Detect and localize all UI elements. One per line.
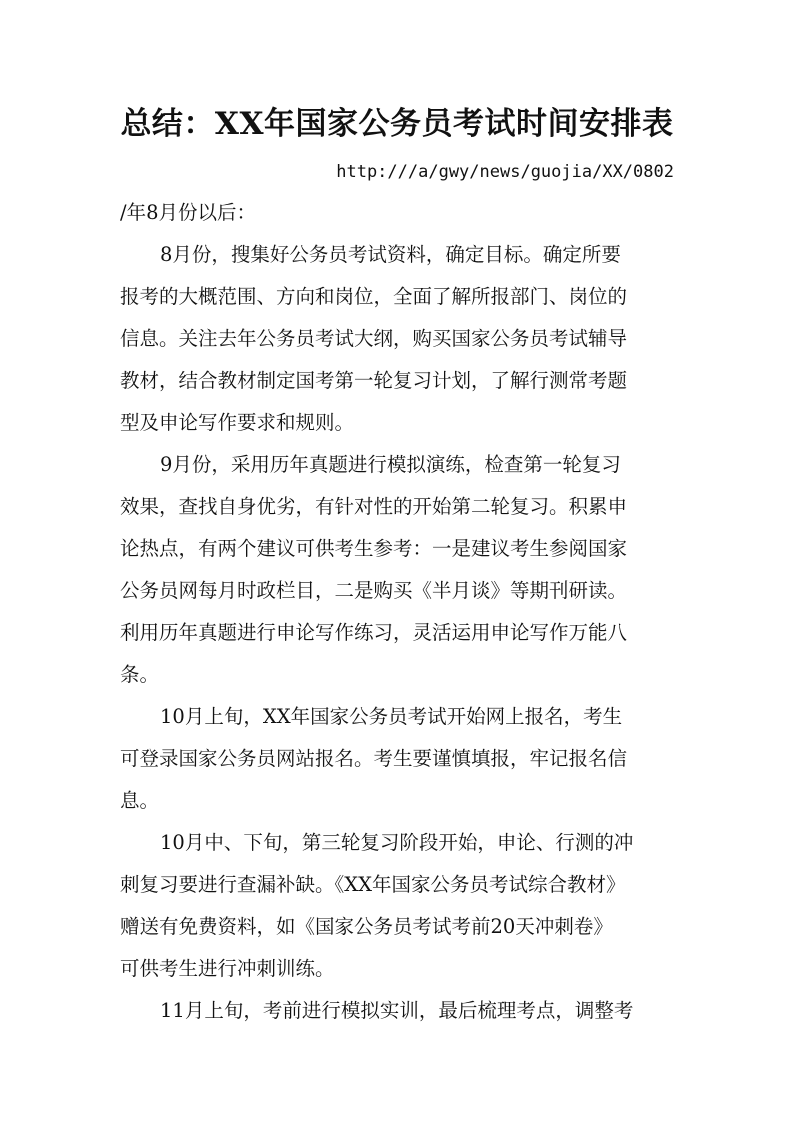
document-title: 总结：XX年国家公务员考试时间安排表: [120, 106, 674, 142]
paragraph-sep-line-2: 效果，查找自身优劣，有针对性的开始第二轮复习。积累申: [120, 495, 628, 518]
paragraph-sep-line-3: 论热点，有两个建议可供考生参考：一是建议考生参阅国家: [120, 537, 628, 560]
paragraph-aug-line-1: 8月份，搜集好公务员考试资料，确定目标。确定所要: [160, 243, 621, 266]
paragraph-aug-line-3: 信息。关注去年公务员考试大纲，购买国家公务员考试辅导: [120, 327, 628, 350]
paragraph-oct-early-line-3: 息。: [120, 789, 160, 812]
paragraph-sep-line-6: 条。: [120, 663, 160, 686]
paragraph-nov-line-1: 11月上旬，考前进行模拟实训，最后梳理考点，调整考: [160, 999, 634, 1022]
paragraph-oct-late-line-4: 可供考生进行冲刺训练。: [120, 957, 335, 980]
paragraph-aug-line-4: 教材，结合教材制定国考第一轮复习计划，了解行测常考题: [120, 369, 628, 392]
paragraph-sep-line-4: 公务员网每月时政栏目，二是购买《半月谈》等期刊研读。: [120, 579, 628, 602]
paragraph-sep-line-1: 9月份，采用历年真题进行模拟演练，检查第一轮复习: [160, 453, 621, 476]
paragraph-oct-late-line-3: 赠送有免费资料，如《国家公务员考试考前20天冲刺卷》: [120, 915, 613, 938]
paragraph-sep-line-5: 利用历年真题进行申论写作练习，灵活运用申论写作万能八: [120, 621, 628, 644]
paragraph-oct-late-line-2: 刺复习要进行查漏补缺。《XX年国家公务员考试综合教材》: [120, 873, 626, 896]
source-url: http:///a/gwy/news/guojia/XX/0802: [336, 162, 674, 182]
paragraph-aug-line-5: 型及申论写作要求和规则。: [120, 411, 355, 434]
paragraph-oct-early-line-2: 可登录国家公务员网站报名。考生要谨慎填报，牢记报名信: [120, 747, 628, 770]
paragraph-oct-late-line-1: 10月中、下旬，第三轮复习阶段开始，申论、行测的冲: [160, 831, 634, 854]
paragraph-oct-early-line-1: 10月上旬，XX年国家公务员考试开始网上报名，考生: [160, 705, 623, 728]
paragraph-aug-line-2: 报考的大概范围、方向和岗位，全面了解所报部门、岗位的: [120, 285, 628, 308]
text-line-1: /年8月份以后：: [120, 201, 256, 224]
